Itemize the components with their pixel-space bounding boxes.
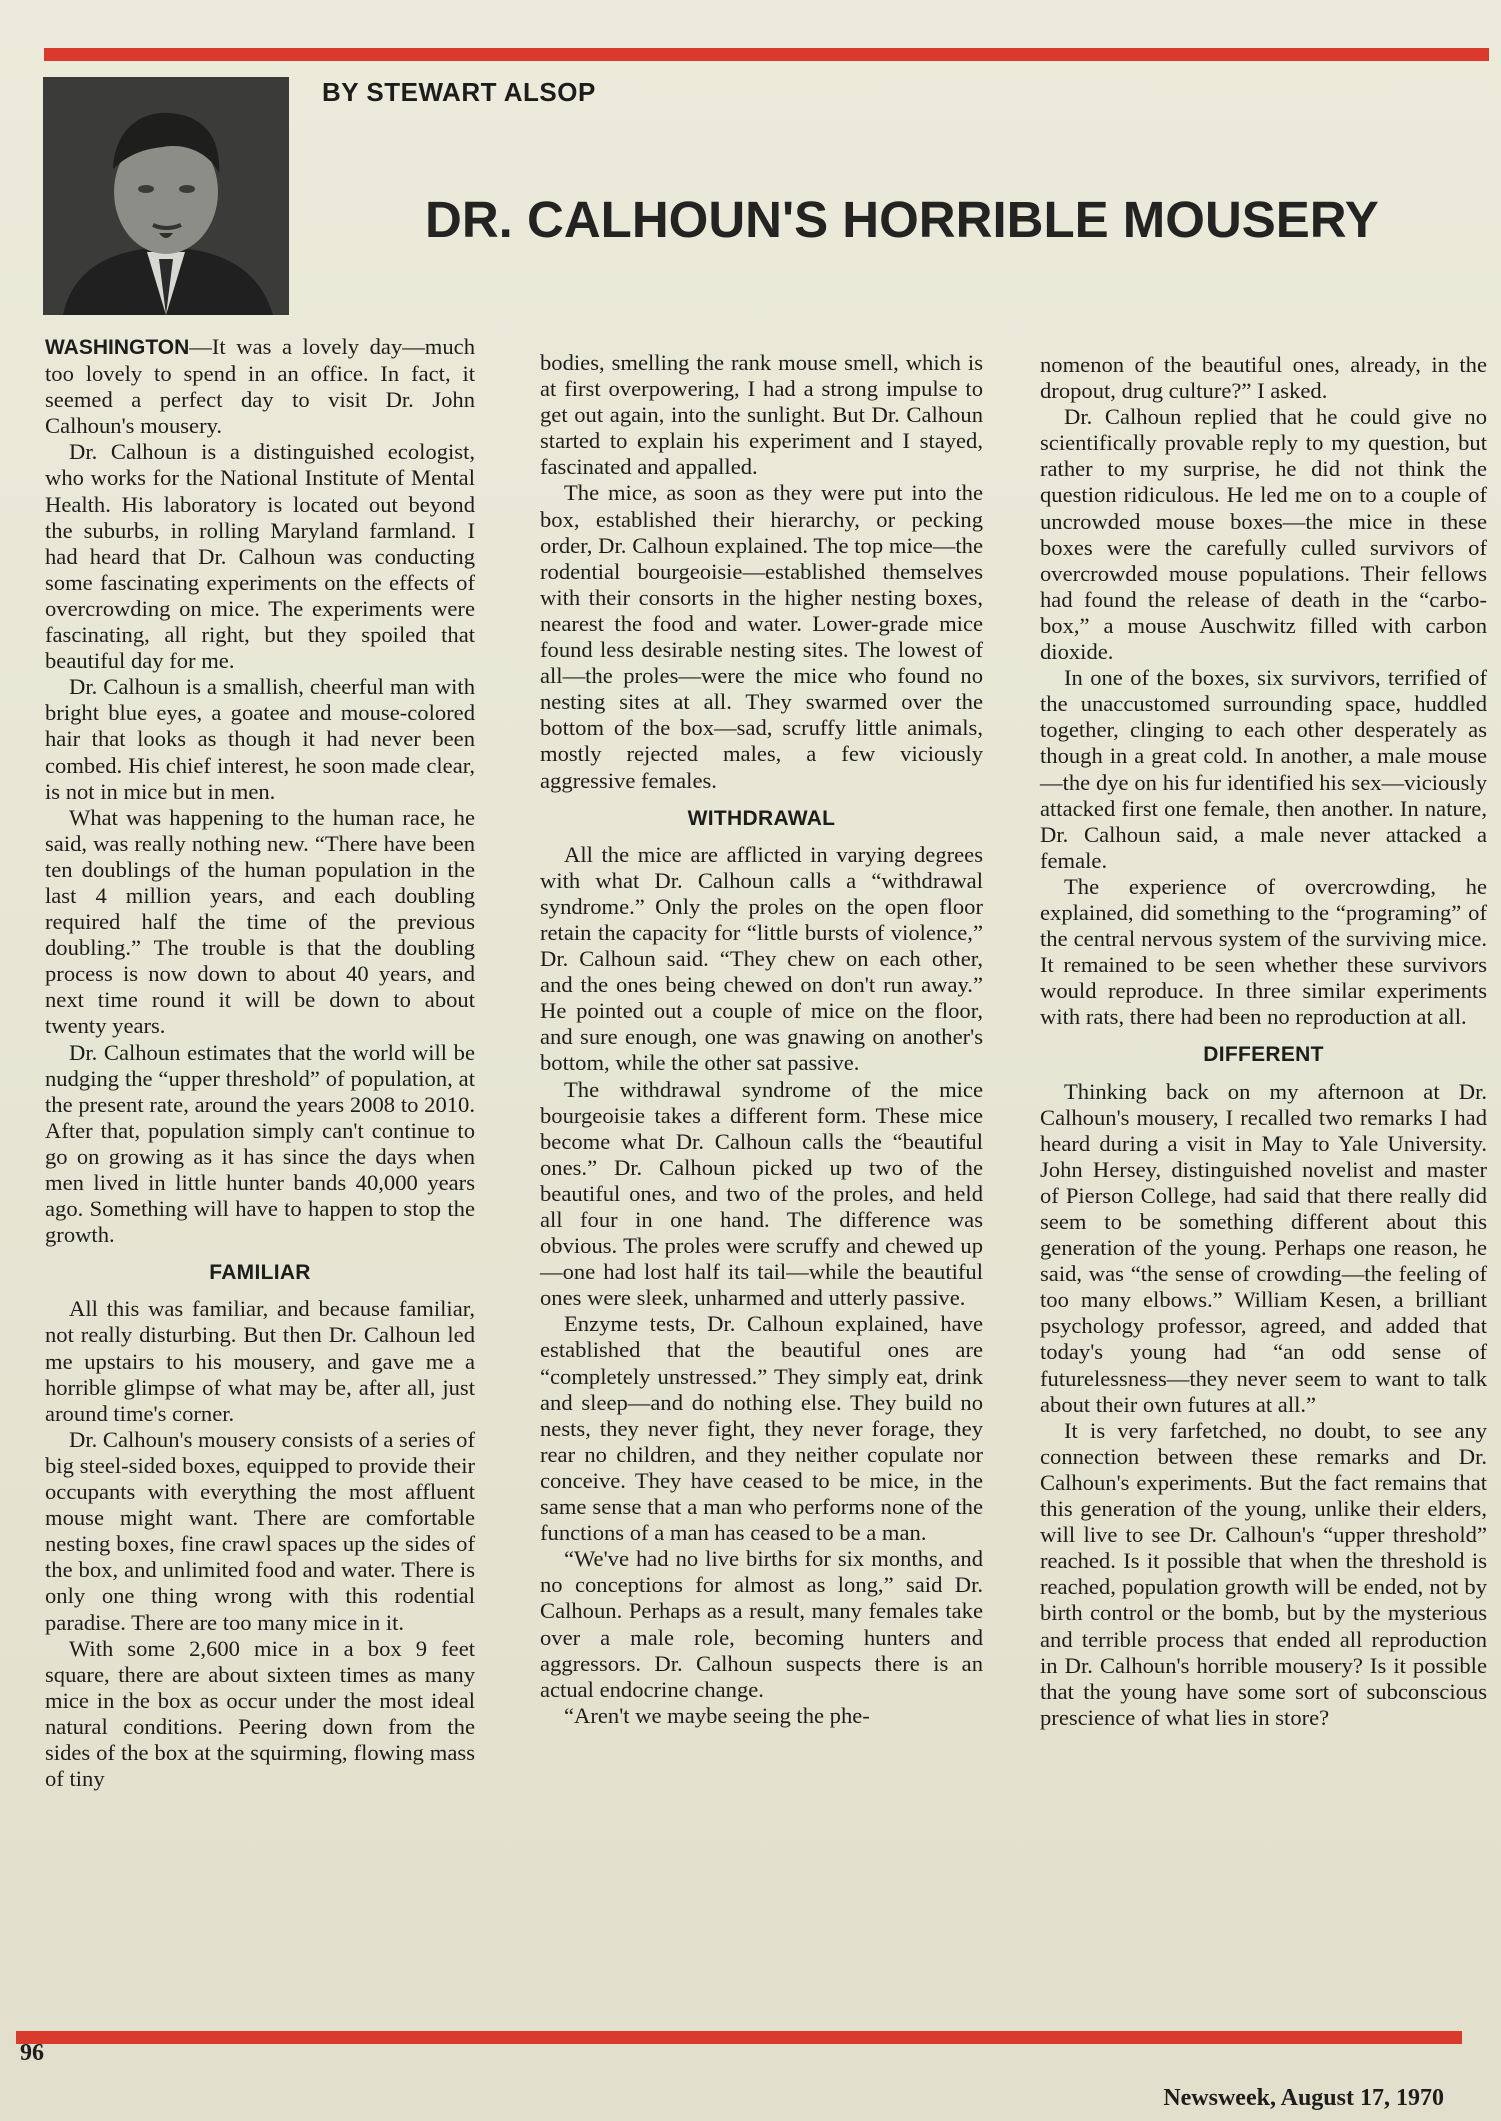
paragraph: Enzyme tests, Dr. Calhoun explained, have established that the beautiful ones are “completely unstressed.” They simply eat, drink and sleep—and do nothing else. They build no nests, they never fight, they never forage, they rear no children, and they neither copulate nor conceive. They have ceased to be mice, in the same sense that a man who performs none of the functions of a man has ceased to be a man.	[540, 1311, 983, 1546]
paragraph: “Aren't we maybe seeing the phe-	[564, 1702, 870, 1728]
paragraph: nomenon of the beautiful ones, already, in the dropout, drug culture?” I asked.	[1040, 352, 1487, 404]
portrait-illustration	[43, 77, 289, 315]
paragraph: Thinking back on my afternoon at Dr. Calhoun's mousery, I recalled two remarks I had heard during a visit in May to Yale University. John Hersey, distinguished novelist and master of Pierson College, had said that there really did seem to be something different about this generation of the young. Perhaps one reason, he said, was “the sense of crowding—the feeling of too many elbows.” William Kesen, a brilliant psychology professor, agreed, and added that today's young had “an odd sense of futurelessness—they never seem to want to talk about their own futures at all.”	[1040, 1078, 1487, 1417]
dateline: WASHINGTON	[45, 336, 190, 359]
byline: BY STEWART ALSOP	[322, 77, 596, 107]
column-1	[45, 334, 475, 1994]
paragraph: All this was familiar, and because familiar, not really disturbing. But then Dr. Calhoun led me upstairs to his mousery, and gave me a horrible glimpse of what may be, after all, just around time's corner.	[45, 1296, 475, 1426]
column-3	[1040, 352, 1487, 2012]
top-red-rule	[44, 48, 1489, 61]
column-2	[540, 350, 983, 2010]
paragraph: The experience of overcrowding, he explained, did something to the “programing” of the central nervous system of the surviving mice. It remained to be seen whether these survivors would reproduce. In three similar experiments with rats, there had been no reproduction at all.	[1040, 873, 1487, 1030]
paragraph: What was happening to the human race, he said, was really nothing new. “There have been ten doublings of the human population in the last 4 million years, and each doubling required half the time of the previous doubling.” The trouble is that the doubling process is now down to about 40 years, and next time round it will be down to about twenty years.	[45, 804, 475, 1039]
paragraph: Dr. Calhoun estimates that the world will be nudging the “upper threshold” of population, at the present rate, around the years 2008 to 2010. After that, population simply can't continue to go on growing as it has since the days when men lived in little hunter bands 40,000 years ago. Something will have to happen to stop the growth.	[45, 1039, 475, 1248]
subheading-familiar: FAMILIAR	[209, 1261, 311, 1285]
bottom-red-rule	[16, 2031, 1462, 2044]
paragraph: Dr. Calhoun's mousery consists of a series of big steel-sided boxes, equipped to provide their occupants with everything the most affluent mouse might want. There are comfortable nesting boxes, fine crawl spaces up the sides of the box, and unlimited food and water. There is only one thing wrong with this rodential paradise. There are too many mice in it.	[45, 1426, 475, 1635]
subheading-withdrawal: WITHDRAWAL	[687, 806, 836, 830]
paragraph: All the mice are afflicted in varying degrees with what Dr. Calhoun calls a “withdrawal syndrome.” Only the proles on the open floor retain the capacity for “little bursts of violence,” Dr. Calhoun said. “They chew on each other, and the ones being chewed on don't run away.” He pointed out a couple of mice on the floor, and sure enough, one was gnawing on another's bottom, while the other sat passive.	[540, 841, 983, 1076]
headline: DR. CALHOUN'S HORRIBLE MOUSERY	[425, 191, 1379, 248]
paragraph: “We've had no live births for six months, and no conceptions for almost as long,” said Dr. Calhoun. Perhaps as a result, many females take over a male role, becoming hunters and aggressors. Dr. Calhoun suspects there is an actual endocrine change.	[540, 1546, 983, 1702]
paragraph: It is very farfetched, no doubt, to see any connection between these remarks and Dr. Calhoun's experiments. But the fact remains that this generation of the young, unlike their elders, will live to see Dr. Calhoun's “upper threshold” reached. Is it possible that when the threshold is reached, population growth will be ended, not by birth control or the bomb, but by the mysterious and terrible process that ended all reproduction in Dr. Calhoun's horrible mousery? Is it possible that the young have some sort of subconscious prescience of what lies in store?	[1040, 1417, 1487, 1730]
paragraph: The mice, as soon as they were put into the box, established their hierarchy, or pecking order, Dr. Calhoun explained. The top mice—the rodential bourgeoisie—established themselves with their consorts in the higher nesting boxes, nearest the food and water. Lower-grade mice found less desirable nesting sites. The lowest of all—the proles—were the mice who found no nesting sites at all. They swarmed over the bottom of the box—sad, scruffy little animals, mostly rejected males, a few viciously aggressive females.	[540, 480, 983, 793]
page-number: 96	[20, 2040, 44, 2066]
paragraph: Dr. Calhoun replied that he could give no scientifically provable reply to my question, but rather to my surprise, he did not think the question ridiculous. He led me on to a couple of uncrowded mouse boxes—the mice in these boxes were the carefully culled survivors of overcrowded mouse populations. Their fellows had found the release of death in the “carbo-box,” a mouse Auschwitz filled with carbon dioxide.	[1040, 404, 1487, 665]
publication-credit: Newsweek, August 17, 1970	[1163, 2085, 1444, 2111]
paragraph: WASHINGTON—It was a lovely day—much too lovely to spend in an office. In fact, it seemed a perfect day to visit Dr. John Calhoun's mousery.	[45, 334, 475, 439]
paragraph: bodies, smelling the rank mouse smell, which is at first overpowering, I had a strong impulse to get out again, into the sunlight. But Dr. Calhoun started to explain his experiment and I stayed, fascinated and appalled.	[540, 350, 983, 480]
paragraph: In one of the boxes, six survivors, terrified of the unaccustomed surrounding space, huddled together, clinging to each other desperately as though in a great cold. In another, a male mouse—the dye on his fur identified his sex—viciously attacked first one female, then another. In nature, Dr. Calhoun said, a male never attacked a female.	[1040, 665, 1487, 873]
subheading-different: DIFFERENT	[1203, 1043, 1324, 1067]
paragraph: Dr. Calhoun is a distinguished ecologist, who works for the National Institute of Mental Health. His laboratory is located out beyond the suburbs, in rolling Maryland farmland. I had heard that Dr. Calhoun was conducting some fascinating experiments on the effects of overcrowding on mice. The experiments were fascinating, all right, but they spoiled that beautiful day for me.	[45, 439, 475, 674]
paragraph: Dr. Calhoun is a smallish, cheerful man with bright blue eyes, a goatee and mouse-colored hair that looks as though it had never been combed. His chief interest, he soon made clear, is not in mice but in men.	[45, 674, 475, 804]
paragraph: With some 2,600 mice in a box 9 feet square, there are about sixteen times as many mice in the box as occur under the most ideal natural conditions. Peering down from the sides of the box at the squirming, flowing mass of tiny	[45, 1635, 475, 1792]
author-photo	[43, 77, 289, 315]
paragraph: The withdrawal syndrome of the mice bourgeoisie takes a different form. These mice become what Dr. Calhoun calls the “beautiful ones.” Dr. Calhoun picked up two of the beautiful ones, and two of the proles, and held all four in one hand. The difference was obvious. The proles were scruffy and chewed up—one had lost half its tail—while the beautiful ones were sleek, unharmed and utterly passive.	[540, 1076, 983, 1311]
